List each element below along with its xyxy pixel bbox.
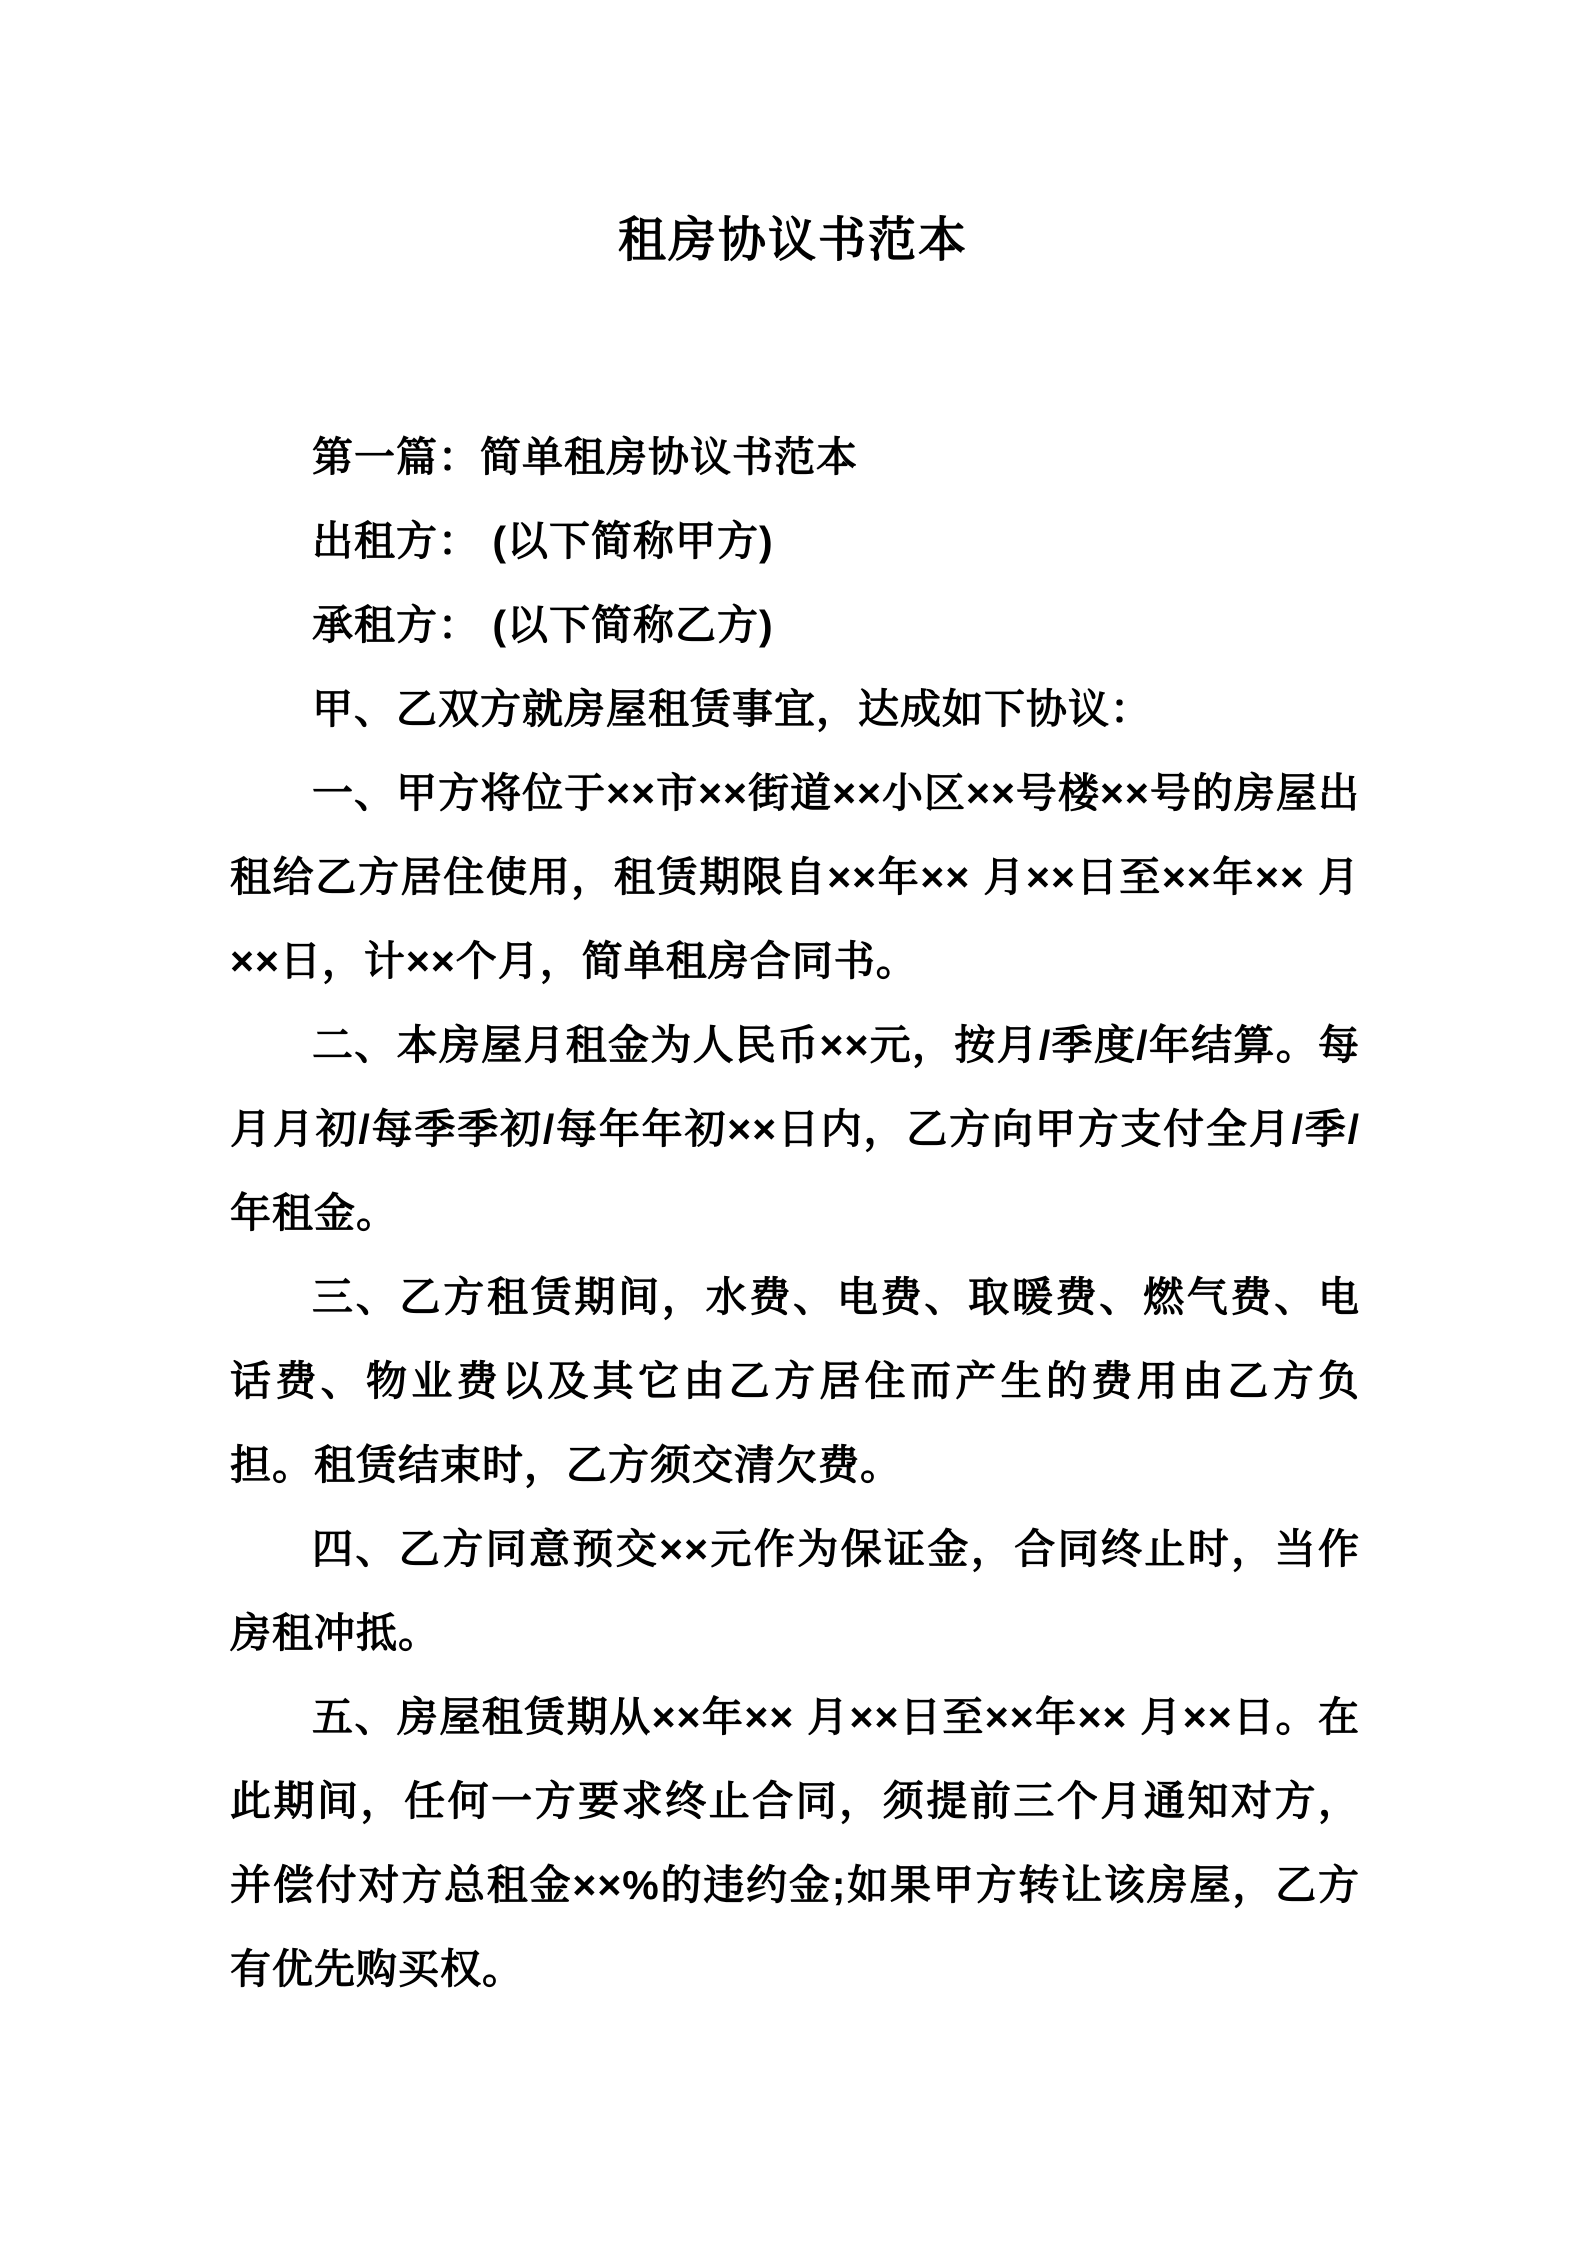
paragraph: 出租方： (以下简称甲方) xyxy=(312,518,774,565)
paragraph: 二、本房屋月租金为人民币××元，按月/季度/年结算。每月月初/每季季初/每年年初××日内，乙方向甲方支付全月/季/年租金。 xyxy=(230,1022,1360,1237)
paragraph: 一、甲方将位于××市××街道××小区××号楼××号的房屋出租给乙方居住使用，租赁期限自××年×× 月××日至××年×× 月××日，计××个月，简单租房合同书。 xyxy=(230,770,1360,985)
paragraph: 四、乙方同意预交××元作为保证金，合同终止时，当作房租冲抵。 xyxy=(230,1526,1360,1657)
document-body xyxy=(230,415,1360,2011)
paragraph: 甲、乙双方就房屋租赁事宜，达成如下协议： xyxy=(312,686,1152,733)
document-title: 租房协议书范本 xyxy=(617,214,968,267)
paragraph: 第一篇：简单租房协议书范本 xyxy=(312,434,858,481)
paragraph: 三、乙方租赁期间，水费、电费、取暖费、燃气费、电话费、物业费以及其它由乙方居住而产生的费用由乙方负担。租赁结束时，乙方须交清欠费。 xyxy=(230,1274,1360,1489)
paragraph: 五、房屋租赁期从××年×× 月××日至××年×× 月××日。在此期间，任何一方要求终止合同，须提前三个月通知对方，并偿付对方总租金××%的违约金;如果甲方转让该房屋，乙方有优先购买权。 xyxy=(230,1694,1360,1993)
paragraph: 承租方： (以下简称乙方) xyxy=(312,602,774,649)
